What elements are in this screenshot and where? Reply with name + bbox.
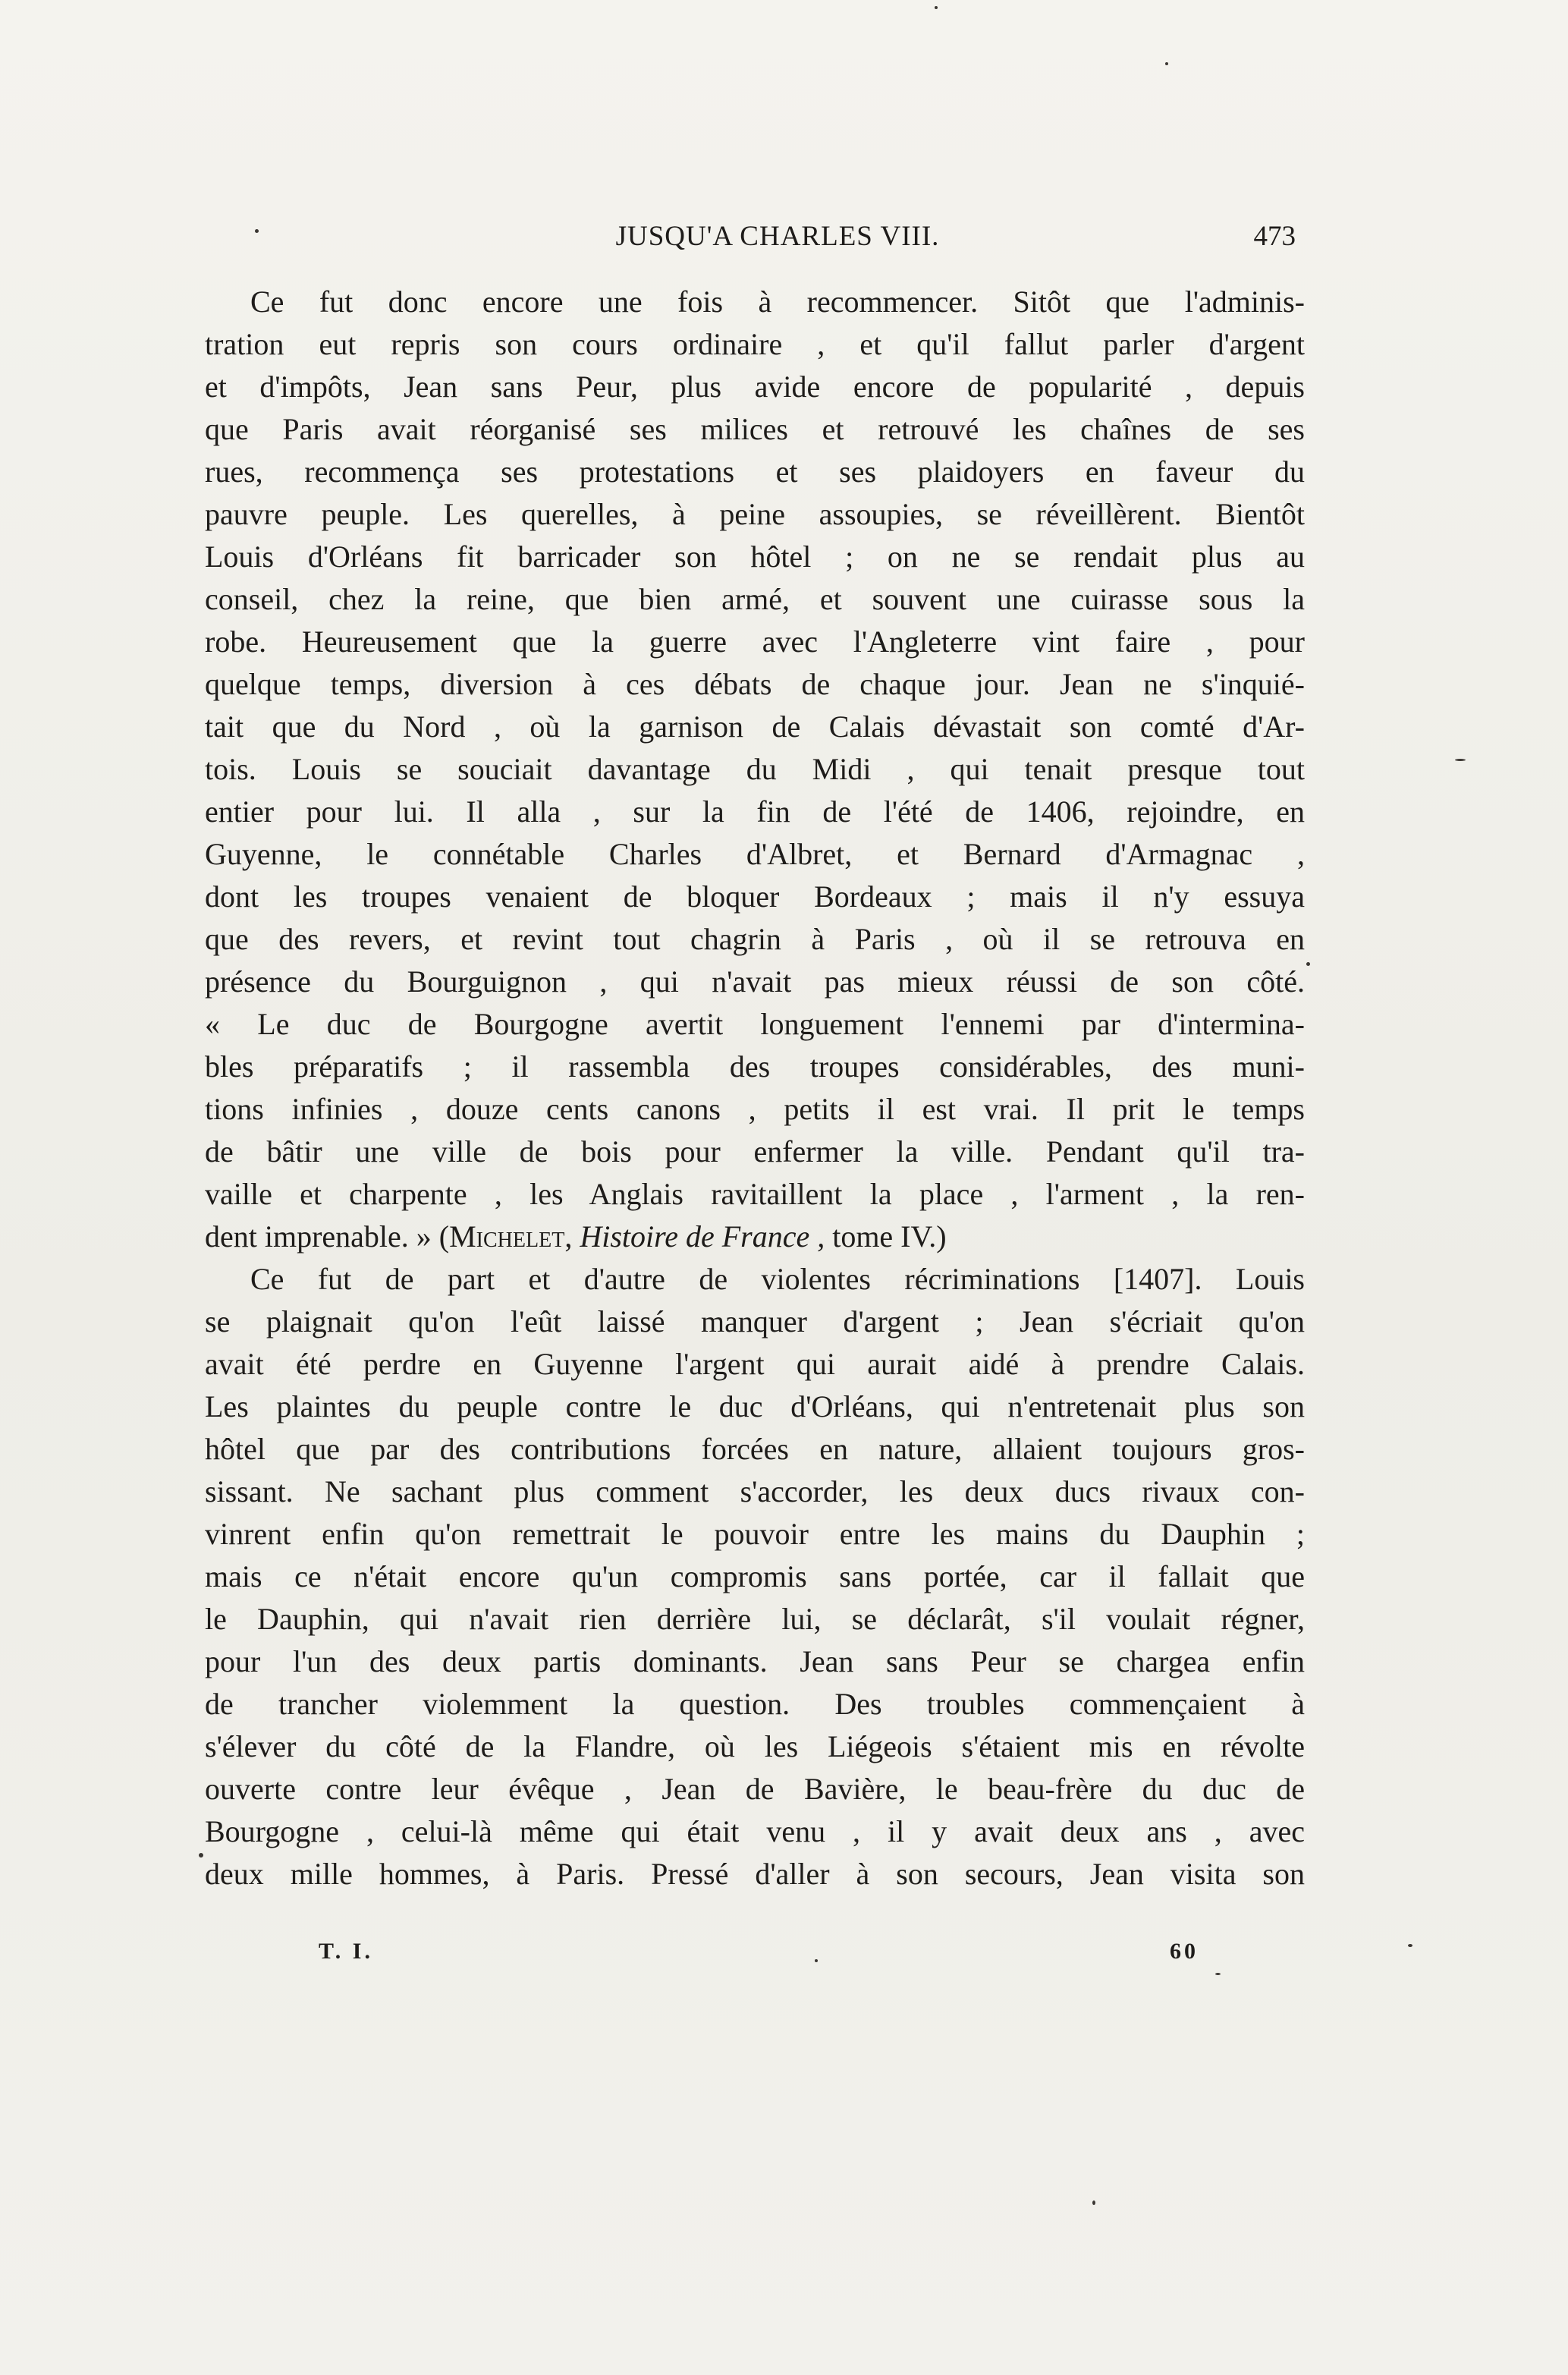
paper-speck [1408,1944,1412,1947]
citation-author: Michelet [449,1219,565,1254]
text-line: tait que du Nord , où la garnison de Calais dévastait son comté d'Ar- [205,709,1305,744]
running-head [250,220,1305,258]
text-line: que Paris avait réorganisé ses milices et retrouvé les chaînes de ses [205,412,1305,446]
text-line: pour l'un des deux partis dominants. Jean sans Peur se chargea enfin [205,1644,1305,1678]
text-line: Les plaintes du peuple contre le duc d'Orléans, qui n'entretenait plus son [205,1389,1305,1423]
text-line: dont les troupes venaient de bloquer Bordeaux ; mais il n'y essuya [205,879,1305,914]
text-line: entier pour lui. Il alla , sur la fin de l'été de 1406, rejoindre, en [205,794,1305,829]
text-line: vinrent enfin qu'on remettrait le pouvoir entre les mains du Dauphin ; [205,1517,1305,1551]
paper-speck [815,1959,818,1962]
paper-speck [1165,62,1168,65]
text-line: avait été perdre en Guyenne l'argent qui aurait aidé à prendre Calais. [205,1347,1305,1381]
text-line: deux mille hommes, à Paris. Pressé d'aller à son secours, Jean visita son [205,1857,1305,1891]
paper-speck [935,6,938,9]
paper-speck [1306,962,1310,966]
text-line: quelque temps, diversion à ces débats de chaque jour. Jean ne s'inquié- [205,667,1305,701]
citation-end: tome IV.) [825,1219,947,1254]
paper-speck [1092,2200,1095,2205]
text-line: bles préparatifs ; il rassembla des troupes considérables, des muni- [205,1049,1305,1084]
text-line: de bâtir une ville de bois pour enfermer la ville. Pendant qu'il tra- [205,1134,1305,1169]
signature-line [319,1939,1199,1969]
text-line: que des revers, et revint tout chagrin à Paris , où il se retrouva en [205,922,1305,956]
body-text [205,281,1305,1895]
text-line: sissant. Ne sachant plus comment s'accorder, les deux ducs rivaux con- [205,1474,1305,1508]
text-line: mais ce n'était encore qu'un compromis sans portée, car il fallait que [205,1559,1305,1593]
text-line: tration eut repris son cours ordinaire , et qu'il fallut parler d'argent [205,327,1305,361]
text-line: pauvre peuple. Les querelles, à peine assoupies, se réveillèrent. Bientôt [205,497,1305,531]
paper-speck [1455,759,1466,761]
paper-speck [255,229,259,233]
paper-speck [1215,1973,1221,1975]
text-line: Guyenne, le connétable Charles d'Albret, et Bernard d'Armagnac , [205,837,1305,871]
paragraph-2 [205,1258,1305,1895]
text-line: Ce fut donc encore une fois à recommencer. Sitôt que l'adminis- [250,285,1305,319]
text-line: Louis d'Orléans fit barricader son hôtel ; on ne se rendait plus au [205,539,1305,574]
text-line: et d'impôts, Jean sans Peur, plus avide encore de popularité , depuis [205,370,1305,404]
text-line: robe. Heureusement que la guerre avec l'Angleterre vint faire , pour [205,624,1305,659]
text-line: le Dauphin, qui n'avait rien derrière lui, se déclarât, s'il voulait régner, [205,1602,1305,1636]
citation-separator: , [564,1219,580,1254]
text-line: hôtel que par des contributions forcées en nature, allaient toujours gros- [205,1432,1305,1466]
text-line: Ce fut de part et d'autre de violentes récriminations [1407]. Louis [250,1262,1305,1296]
volume-mark: T. I. [319,1939,373,1964]
citation-title: Histoire de France , [580,1219,825,1254]
text-line-citation [205,1216,1305,1258]
paragraph-1 [205,281,1305,1258]
signature-mark: 60 [1170,1939,1199,1964]
text-line: de trancher violemment la question. Des troubles commençaient à [205,1687,1305,1721]
text-line: présence du Bourguignon , qui n'avait pas mieux réussi de son côté. [205,964,1305,999]
text-line: tois. Louis se souciait davantage du Midi , qui tenait presque tout [205,752,1305,786]
text-line: rues, recommença ses protestations et ses plaidoyers en faveur du [205,455,1305,489]
text-line: « Le duc de Bourgogne avertit longuement l'ennemi par d'intermina- [205,1007,1305,1041]
paper-speck [199,1853,203,1858]
text-line: vaille et charpente , les Anglais ravitaillent la place , l'arment , la ren- [205,1177,1305,1211]
text-line: ouverte contre leur évêque , Jean de Bavière, le beau-frère du duc de [205,1772,1305,1806]
running-title: JUSQU'A CHARLES VIII. [615,221,940,252]
text-line: tions infinies , douze cents canons , petits il est vrai. Il prit le temps [205,1092,1305,1126]
text-line: conseil, chez la reine, que bien armé, et souvent une cuirasse sous la [205,582,1305,616]
text-line: s'élever du côté de la Flandre, où les Liégeois s'étaient mis en révolte [205,1729,1305,1763]
text-line: Bourgogne , celui-là même qui était venu , il y avait deux ans , avec [205,1814,1305,1848]
page-number: 473 [1253,221,1296,252]
text-line: se plaignait qu'on l'eût laissé manquer d'argent ; Jean s'écriait qu'on [205,1304,1305,1338]
citation-lead: dent imprenable. » ( [205,1219,450,1254]
